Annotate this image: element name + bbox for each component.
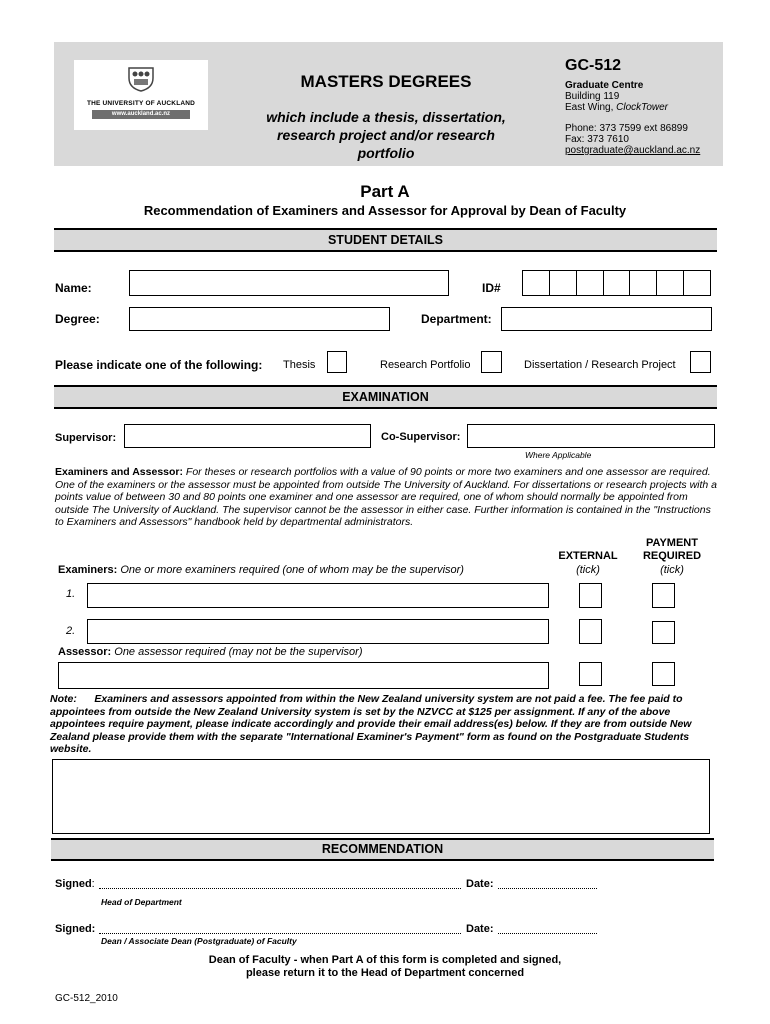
office-tower: ClockTower: [616, 102, 669, 113]
examiner-1-external-checkbox[interactable]: [579, 583, 602, 608]
payment-header: [632, 537, 712, 563]
id-input[interactable]: [522, 270, 711, 296]
external-header: EXTERNAL: [558, 550, 618, 562]
subtitle-line-2: research project and/or research: [277, 127, 495, 143]
return-line-2: please return it to the Head of Department concerned: [245, 967, 525, 979]
cosupervisor-input[interactable]: [467, 424, 715, 448]
examiner-1-number: 1.: [66, 588, 76, 600]
crest-icon: [126, 66, 156, 92]
examiner-2-input[interactable]: [87, 619, 549, 644]
university-url: www.auckland.ac.nz: [92, 110, 190, 119]
examiners-instructions: [55, 466, 719, 529]
id-digit-box[interactable]: [630, 271, 657, 295]
examiners-instructions-heading: Examiners and Assessor:: [55, 466, 184, 478]
where-applicable-note: Where Applicable: [525, 450, 592, 460]
id-label: ID#: [482, 281, 501, 295]
assessor-payment-checkbox[interactable]: [652, 662, 675, 686]
examiners-instructions-text: For theses or research portfolios with a value of 90 points or more two examiners and one assessor are required. One of the examiners or the assessor must be appointed from outside The University of Auckland. For dissertations or research projects with a points value of between 30 and 80 points one examiner and one assessor are required, one of whom should normally be appointed from outside The University of Auckland. The supervisor cannot be the assessor in either case. Further information is contained in the "Instructions to Examiners and Assessors" handbook held by departmental administrators.: [55, 466, 718, 528]
form-code: GC-512: [565, 57, 622, 74]
dean-caption: Dean / Associate Dean (Postgraduate) of Faculty: [101, 936, 297, 946]
portfolio-label: Research Portfolio: [380, 359, 471, 371]
date2-label: Date:: [466, 923, 494, 935]
assessor-note: One assessor required (may not be the supervisor): [111, 646, 363, 658]
email-link[interactable]: postgraduate@auckland.ac.nz: [565, 145, 701, 156]
examiners-label: Examiners:: [58, 564, 118, 576]
supervisor-input[interactable]: [124, 424, 371, 448]
supervisor-label: Supervisor:: [55, 432, 117, 444]
department-label: Department:: [421, 312, 492, 326]
phone: Phone: 373 7599 ext 86899: [565, 123, 688, 134]
payment-tick-note: (tick): [660, 564, 684, 576]
office-wing-line: [565, 102, 668, 113]
signed-colon: :: [91, 878, 95, 890]
id-digit-box[interactable]: [577, 271, 604, 295]
id-digit-box[interactable]: [604, 271, 631, 295]
dean-signature-line[interactable]: [99, 933, 461, 934]
date-label: Date:: [466, 878, 494, 890]
id-digit-box[interactable]: [550, 271, 577, 295]
payment-note: [50, 693, 718, 756]
name-label: Name:: [55, 281, 92, 295]
dissertation-checkbox[interactable]: [690, 351, 711, 373]
note-text: Examiners and assessors appointed from within the New Zealand university system are not paid a fee. The fee paid to appointees from outside the New Zealand University system is set by the NZVCC at $125 per assignment. If any of the above appointees require payment, please indicate accordingly and provide their email address(es) below. If they are from outside New Zealand please provide them with the separate "International Examiner's Payment" form as found on the Postgraduate Students website.: [50, 693, 692, 755]
examiner-2-payment-checkbox[interactable]: [652, 621, 675, 644]
email-addresses-box[interactable]: [52, 759, 710, 834]
examiners-line: [58, 564, 464, 576]
degree-input[interactable]: [129, 307, 390, 331]
office-building: Building 119: [565, 91, 620, 102]
hod-signature-line[interactable]: [99, 888, 461, 889]
id-digit-box[interactable]: [657, 271, 684, 295]
cosupervisor-label: Co-Supervisor:: [381, 431, 461, 443]
signed-label-line: [55, 878, 95, 890]
subtitle-line-1: which include a thesis, dissertation,: [266, 109, 506, 125]
degree-label: Degree:: [55, 312, 100, 326]
examiners-note: One or more examiners required (one of whom may be the supervisor): [117, 564, 464, 576]
hod-caption: Head of Department: [101, 897, 182, 907]
signed2-label: Signed:: [55, 923, 96, 935]
dean-date-line[interactable]: [498, 933, 597, 934]
portfolio-checkbox[interactable]: [481, 351, 502, 373]
office-contact: [565, 123, 700, 156]
subtitle-line-3: portfolio: [357, 145, 415, 161]
thesis-checkbox[interactable]: [327, 351, 347, 373]
thesis-label: Thesis: [283, 359, 316, 371]
hod-date-line[interactable]: [498, 888, 597, 889]
payment-header-line-2: REQUIRED: [642, 550, 702, 562]
return-line-1: Dean of Faculty - when Part A of this form is completed and signed,: [208, 954, 562, 966]
student-details-heading: STUDENT DETAILS: [54, 228, 717, 252]
office-address: [565, 80, 668, 113]
form-subtitle: [236, 108, 536, 162]
assessor-external-checkbox[interactable]: [579, 662, 602, 686]
examination-heading: EXAMINATION: [54, 385, 717, 409]
office-wing: East Wing,: [565, 102, 617, 113]
recommendation-heading: RECOMMENDATION: [51, 838, 714, 861]
assessor-input[interactable]: [58, 662, 549, 689]
id-digit-box[interactable]: [684, 271, 710, 295]
university-logo: [74, 60, 208, 130]
return-instructions: [0, 954, 770, 980]
department-input[interactable]: [501, 307, 712, 331]
assessor-line: [58, 646, 362, 658]
form-title: MASTERS DEGREES: [300, 72, 472, 91]
payment-header-line-1: PAYMENT: [646, 537, 698, 549]
fax: Fax: 373 7610: [565, 134, 629, 145]
university-name: THE UNIVERSITY OF AUCKLAND: [86, 100, 196, 107]
examiner-2-number: 2.: [66, 625, 76, 637]
examiner-2-external-checkbox[interactable]: [579, 619, 602, 644]
assessor-label: Assessor:: [58, 646, 112, 658]
dissertation-label: Dissertation / Research Project: [524, 359, 676, 371]
office-name: Graduate Centre: [565, 80, 644, 91]
examiner-1-payment-checkbox[interactable]: [652, 583, 675, 608]
part-title: Part A: [360, 182, 410, 201]
note-label: Note:: [50, 693, 77, 705]
form-version: GC-512_2010: [55, 993, 118, 1004]
name-input[interactable]: [129, 270, 449, 296]
signed-label: Signed: [55, 878, 92, 890]
indicate-label: Please indicate one of the following:: [55, 358, 263, 372]
external-tick-note: (tick): [576, 564, 600, 576]
examiner-1-input[interactable]: [87, 583, 549, 608]
id-digit-box[interactable]: [523, 271, 550, 295]
part-subtitle: Recommendation of Examiners and Assessor for Approval by Dean of Faculty: [143, 203, 627, 218]
